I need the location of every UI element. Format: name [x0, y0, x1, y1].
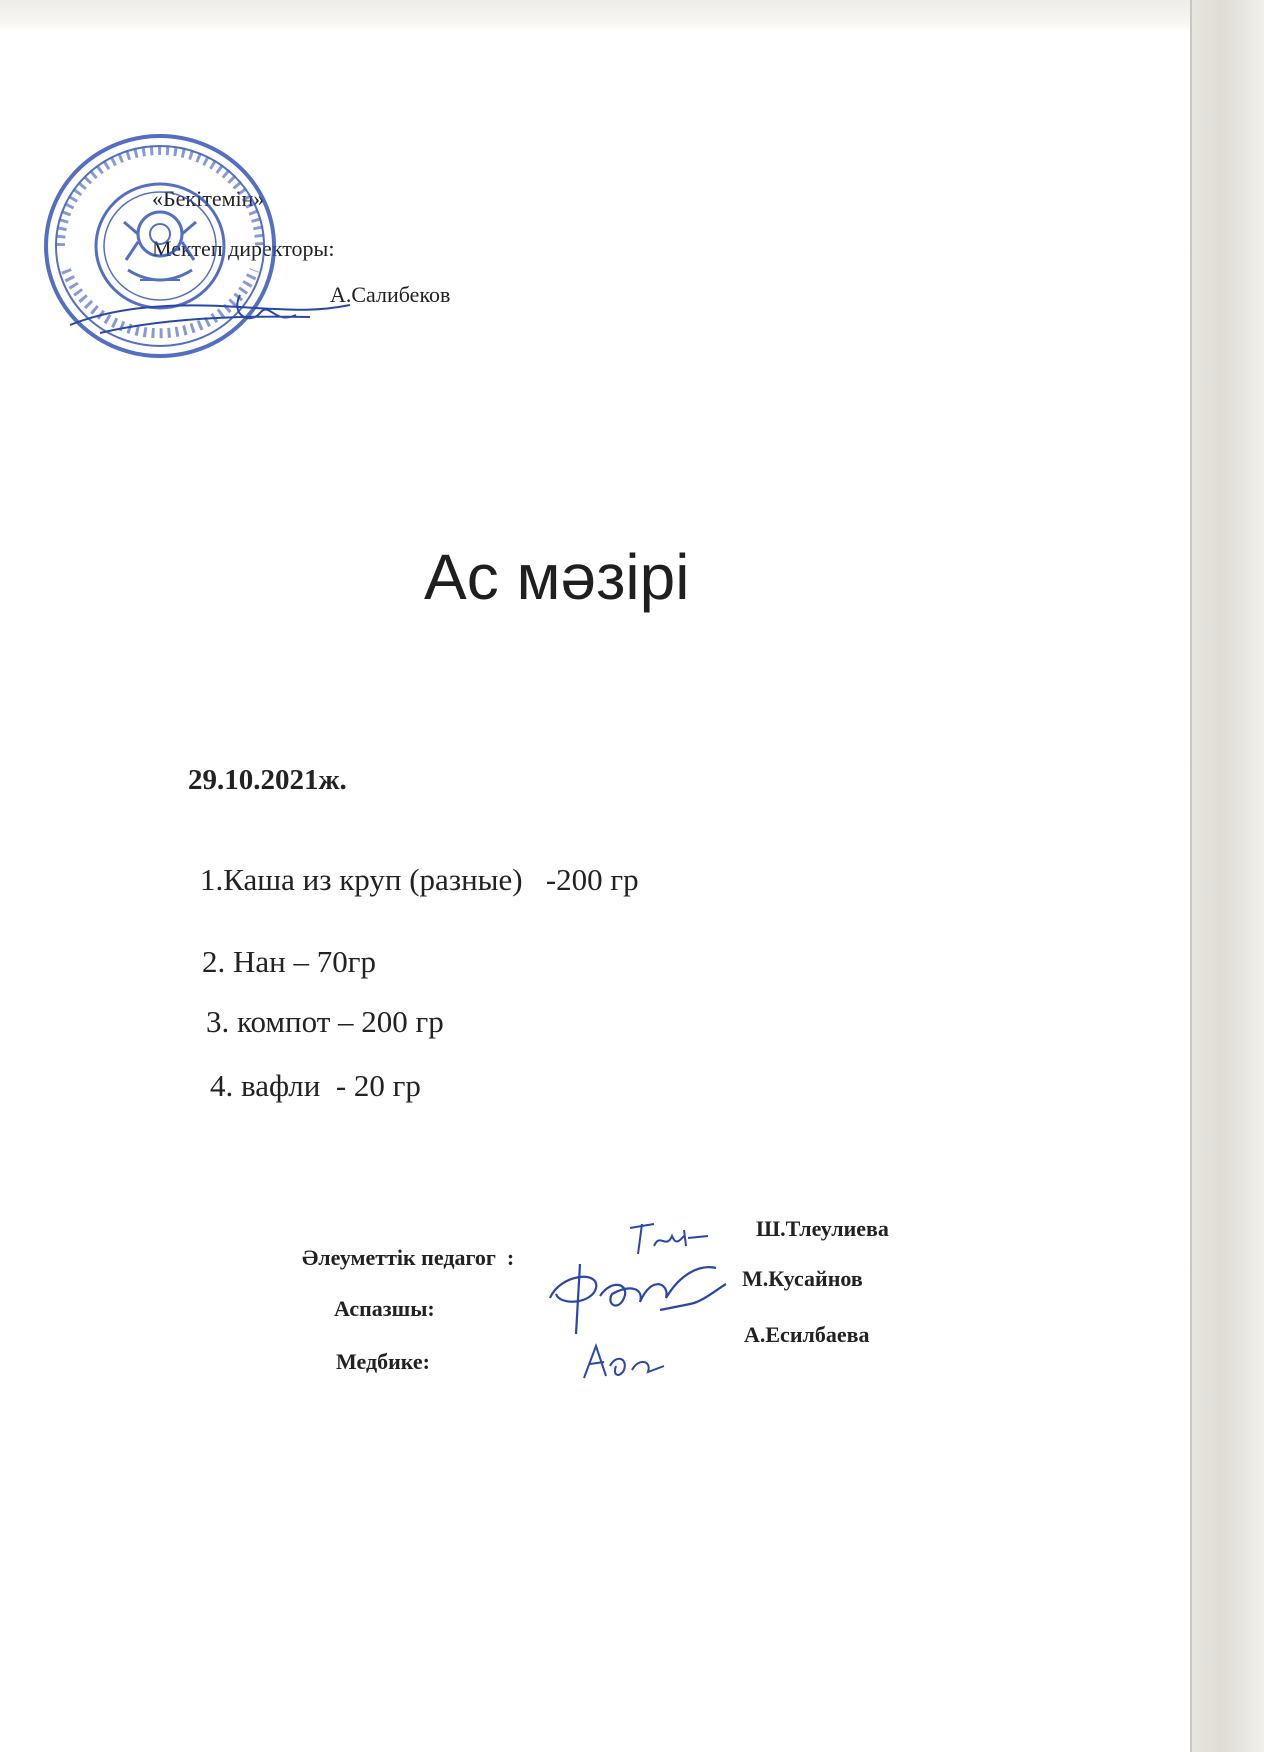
menu-item: 3. компот – 200 гр	[206, 1004, 444, 1039]
signatory-role-social-pedagogue: Әлеуметтік педагог :	[302, 1245, 515, 1270]
menu-date: 29.10.2021ж.	[188, 764, 347, 796]
menu-item: 2. Нан – 70гр	[202, 944, 376, 979]
signatory-name-nurse: А.Есилбаева	[744, 1322, 870, 1347]
menu-item: 4. вафли - 20 гр	[210, 1068, 421, 1103]
cook-signature-icon	[540, 1254, 730, 1338]
menu-item: 1.Каша из круп (разные) -200 гр	[200, 862, 639, 897]
page-title: Ас мәзірі	[424, 541, 690, 613]
page-top-edge	[0, 0, 1264, 32]
director-signature-icon	[60, 285, 360, 345]
page-right-margin	[1192, 0, 1264, 1752]
approval-heading: «Бекітемін»	[152, 186, 265, 211]
page-fold-line	[1190, 0, 1192, 1752]
signatory-role-cook: Аспазшы:	[334, 1296, 435, 1321]
signatory-name-social-pedagogue: Ш.Тлеулиева	[756, 1216, 889, 1241]
signatory-name-cook: М.Кусайнов	[742, 1266, 863, 1291]
signatory-role-nurse: Медбике:	[336, 1349, 430, 1374]
nurse-signature-icon	[576, 1336, 672, 1386]
approval-director-name: А.Салибеков	[330, 282, 451, 307]
approval-position: Мектеп директоры:	[152, 236, 335, 261]
